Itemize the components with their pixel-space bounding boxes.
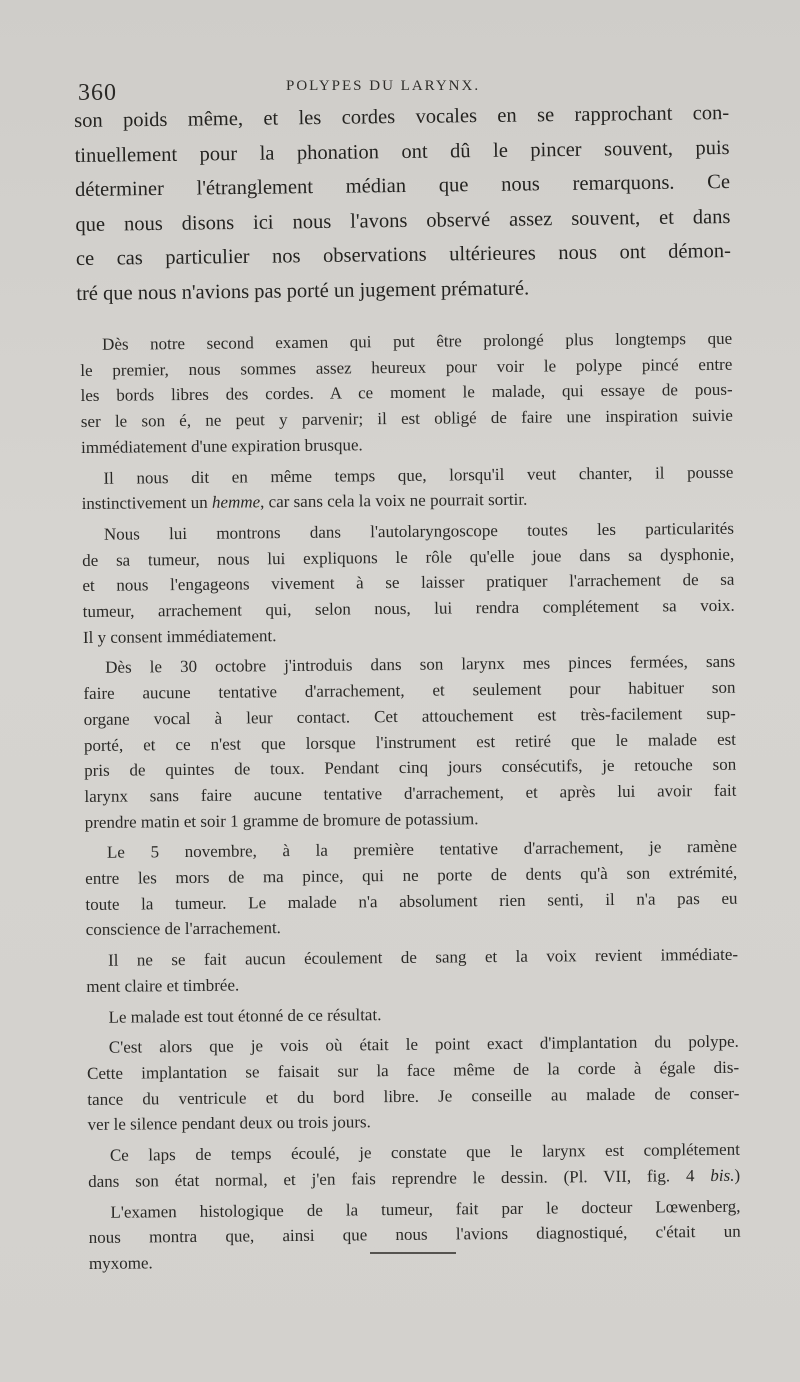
quote-line: que nous disons ici nous l'avons observé assez souvent, et dans	[75, 205, 731, 236]
text-line: et nous l'engageons vivement à se laisser pratiquer l'arrachement de sa	[82, 570, 735, 596]
paragraph	[82, 516, 735, 651]
text-line: Il ne se fait aucun écoulement de sang et la voix revient immédiate-	[107, 944, 739, 970]
text-line: Le 5 novembre, à la première tentative d'arrachement, je ramène	[106, 837, 738, 863]
paragraph	[80, 326, 733, 461]
text-line: immédiatement d'une expiration brusque.	[81, 435, 363, 457]
text-line: L'examen histologique de la tumeur, fait par le docteur Lœwenberg,	[110, 1196, 741, 1222]
text-line: Le malade est tout étonné de ce résultat.	[108, 1004, 382, 1027]
quote-line: son poids même, et les cordes vocales en se rapprochant con-	[74, 101, 730, 132]
paragraph	[85, 834, 738, 943]
text-line: pris de quintes de toux. Pendant cinq jours consécutifs, je retouche son	[84, 754, 737, 781]
text-line: tance du ventricule et du bord libre. Je conseille au malade de conser-	[87, 1083, 740, 1109]
paragraph	[86, 942, 738, 1000]
paragraph	[83, 649, 737, 835]
text-line: larynx sans faire aucune tentative d'arrachement, et après lui avoir fait	[84, 780, 737, 806]
text-line: C'est alors que je vois où était le point exact d'implantation du polype.	[108, 1031, 739, 1058]
paragraph	[81, 459, 733, 517]
running-head: POLYPES DU LARYNX.	[286, 78, 481, 94]
text-line: Cette implantation se faisait sur la face même de la corde à égale dis-	[87, 1057, 740, 1083]
text-line: ment claire et timbrée.	[86, 975, 240, 996]
text-line: faire aucune tentative d'arrachement, et seulement pour habituer son	[83, 677, 736, 704]
text-line: prendre matin et soir 1 gramme de bromure de potassium.	[84, 808, 479, 832]
text-line: Il nous dit en même temps que, lorsqu'il veut chanter, il pousse	[103, 462, 734, 488]
text-line: porté, et ce n'est que lorsque l'instrument est retiré que le malade est	[83, 729, 737, 755]
text-line: entre les mors de ma pince, qui ne porte de dents qu'à son extrémité,	[85, 862, 738, 889]
quote-line: tinuellement pour la phonation ont dû le pincer souvent, puis	[74, 136, 730, 167]
text-line: toute la tumeur. Le malade n'a absolument rien senti, il n'a pas eu	[85, 888, 738, 914]
text-line: instinctivement un hemme, car sans cela la voix ne pourrait sortir.	[81, 489, 528, 514]
paragraph	[88, 1193, 741, 1276]
text-line: Dès le 30 octobre j'introduis dans son larynx mes pinces fermées, sans	[105, 652, 736, 678]
text-line: ser le son é, ne peut y parvenir; il est obligé de faire une inspiration suivie	[80, 405, 733, 432]
paragraph	[88, 1137, 740, 1195]
text-line: Il y consent immédiatement.	[82, 625, 277, 647]
page-number: 360	[78, 80, 117, 106]
quote-line: déterminer l'étranglement médian que nous remarquons. Ce	[74, 170, 731, 201]
text-line: de sa tumeur, nous lui expliquons le rôle qu'elle joue dans sa dysphonie,	[82, 544, 735, 570]
text-line: les bords libres des cordes. A ce moment le malade, qui essaye de pous-	[80, 380, 733, 406]
text-line: organe vocal à leur contact. Cet attouchement est très-facilement sup-	[83, 703, 736, 729]
body-text	[80, 326, 741, 1277]
text-line: ver le silence pendant deux ou trois jours.	[87, 1112, 371, 1135]
text-line: conscience de l'arrachement.	[85, 918, 281, 940]
quote-line: ce cas particulier nos observations ultérieures nous ont démon-	[75, 239, 731, 270]
text-line: myxome.	[88, 1253, 153, 1273]
text-line: Nous lui montrons dans l'autolaryngoscope toutes les particularités	[103, 518, 735, 544]
text-line: le premier, nous sommes assez heureux pour voir le polype pincé entre	[80, 354, 733, 380]
text-line: nous montra que, ainsi que nous l'avions diagnostiqué, c'était un	[88, 1221, 741, 1248]
end-rule	[370, 1252, 456, 1254]
quoted-text-block	[74, 96, 731, 311]
quote-line: tré que nous n'avions pas porté un jugement prématuré.	[76, 276, 530, 305]
text-line: Dès notre second examen qui put être prolongé plus longtemps que	[102, 328, 733, 354]
text-line: tumeur, arrachement qui, selon nous, lui rendra complétement sa voix.	[82, 595, 735, 622]
text-line: Ce laps de temps écoulé, je constate que le larynx est complétement	[109, 1139, 740, 1165]
text-line: dans son état normal, et j'en fais reprendre le dessin. (Pl. VII, fig. 4 bis.)	[88, 1165, 741, 1191]
paragraph	[87, 1029, 740, 1138]
